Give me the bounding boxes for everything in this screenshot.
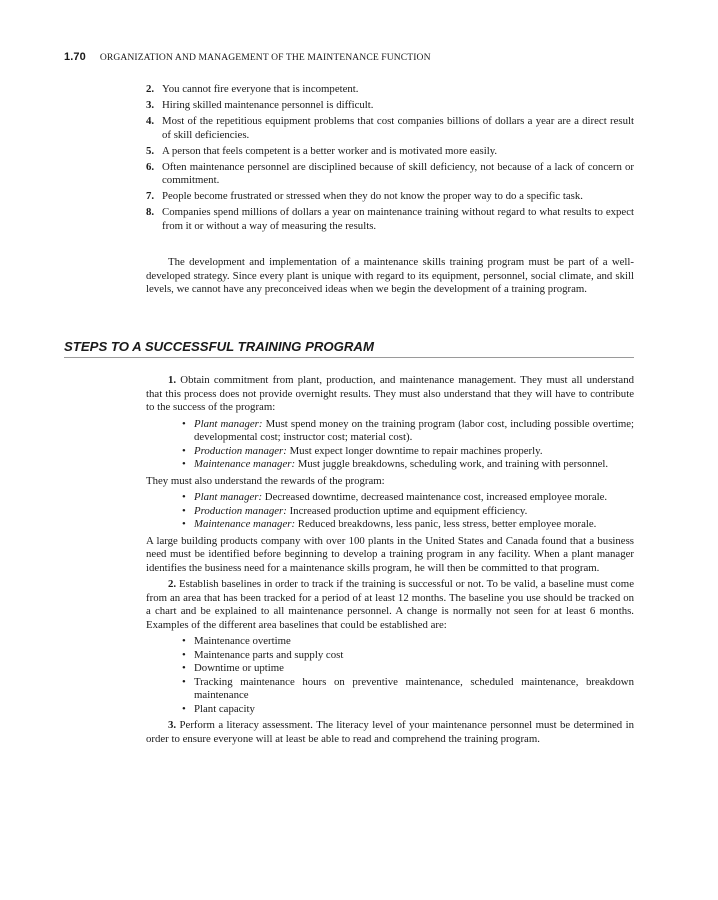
list-item <box>182 662 634 676</box>
list-item-text: You cannot fire everyone that is incompetent. <box>162 83 359 95</box>
list-item-text: Companies spend millions of dollars a year on maintenance training without regard to what results to expect from it or without a way of measuring the results. <box>162 206 634 232</box>
bullet-icon: • <box>182 635 186 647</box>
bullet-icon: • <box>182 648 186 661</box>
list-item <box>182 491 634 505</box>
list-item-number: 6. <box>146 160 155 173</box>
list-item <box>182 505 634 519</box>
list-item-number: 5. <box>146 144 155 157</box>
list-item <box>146 190 634 204</box>
list-item <box>182 635 634 649</box>
list-item-number: 2. <box>146 83 155 95</box>
list-item-number: 3. <box>146 99 155 111</box>
step-number: 3. <box>168 719 177 731</box>
running-title: ORGANIZATION AND MANAGEMENT OF THE MAINTENANCE FUNCTION <box>99 52 431 63</box>
list-item <box>182 518 634 532</box>
list-item-text: Increased production uptime and equipment efficiency. <box>286 504 528 517</box>
list-item-number: 8. <box>146 206 155 218</box>
list-item-text: Tracking maintenance hours on preventive maintenance, scheduled maintenance, breakdown maintenance <box>194 675 634 701</box>
rewards-intro: They must also understand the rewards of the program: <box>146 474 385 487</box>
step-number: 2. <box>168 578 177 590</box>
section-heading: STEPS TO A SUCCESSFUL TRAINING PROGRAM <box>64 339 634 358</box>
step-3 <box>146 719 634 746</box>
role-label: Maintenance manager: <box>194 518 296 530</box>
step-text: Establish baselines in order to track if the training is successful or not. To be valid, a baseline must come from an area that has been tracked for a period of at least 12 months. The baseline you use should be tracked on a chart and be explained to all maintenance personnel. A change is normally not seen for at least 6 months. Examples of the different area baselines that could be established are: <box>146 578 634 631</box>
list-item <box>182 649 634 663</box>
list-item-text: Must spend money on the training program (labor cost, including possible overtime; developmental cost; instructor cost; material cost). <box>194 417 635 443</box>
list-item <box>182 445 634 459</box>
role-label: Maintenance manager: <box>194 458 296 470</box>
role-label: Plant manager: <box>194 491 263 503</box>
role-label: Production manager: <box>194 444 287 457</box>
list-item <box>146 99 634 113</box>
role-label: Plant manager: <box>194 417 263 430</box>
step-number: 1. <box>168 374 177 386</box>
step-text: Obtain commitment from plant, production, and maintenance management. They must all understand that this process does not provide overnight results. They must also understand that they will have to contribute to the success of the program: <box>146 374 634 413</box>
list-item-text: A person that feels competent is a better worker and is motivated more easily. <box>162 144 498 157</box>
list-item-text: Decreased downtime, decreased maintenance cost, increased employee morale. <box>262 491 608 503</box>
list-item <box>146 206 634 233</box>
bullet-icon: • <box>182 662 186 674</box>
list-item-text: Often maintenance personnel are disciplined because of skill deficiency, not because of a lack of concern or commitment. <box>162 160 634 186</box>
step-text: Perform a literacy assessment. The literacy level of your maintenance personnel must be determined in order to ensure everyone will at least be able to read and comprehend the training program. <box>146 719 634 745</box>
contributions-list <box>182 418 634 472</box>
bullet-icon: • <box>182 518 186 530</box>
list-item <box>182 676 634 703</box>
list-item-text: Plant capacity <box>194 702 255 715</box>
list-item <box>146 83 634 97</box>
list-item-text: Maintenance overtime <box>194 635 291 647</box>
bullet-icon: • <box>182 444 186 457</box>
bullet-icon: • <box>182 417 186 430</box>
list-item-text: People become frustrated or stressed when they do not know the proper way to do a specific task. <box>162 190 583 202</box>
list-item-text: Maintenance parts and supply cost <box>194 648 344 661</box>
list-item-text: Reduced breakdowns, less panic, less stress, better employee morale. <box>295 518 597 530</box>
list-item <box>182 703 634 717</box>
page-number: 1.70 <box>64 51 86 63</box>
bullet-icon: • <box>182 702 186 715</box>
list-item-text: Must juggle breakdowns, scheduling work, and training with personnel. <box>295 458 609 470</box>
baselines-list <box>182 635 634 716</box>
list-item <box>146 145 634 159</box>
section-body <box>146 374 634 746</box>
list-item-text: Downtime or uptime <box>194 662 284 674</box>
list-item <box>182 458 634 472</box>
list-item <box>182 418 634 445</box>
reasons-list <box>146 83 634 236</box>
list-item-text: Hiring skilled maintenance personnel is difficult. <box>162 99 374 111</box>
list-item-text: Most of the repetitious equipment problems that cost companies billions of dollars a year are a direct result of skill deficiencies. <box>162 115 634 141</box>
bullet-icon: • <box>182 504 186 517</box>
bullet-icon: • <box>182 491 186 503</box>
step-1 <box>146 374 634 415</box>
intro-block <box>146 256 634 297</box>
list-item-number: 4. <box>146 115 155 127</box>
rewards-list <box>182 491 634 532</box>
role-label: Production manager: <box>194 504 287 517</box>
running-header <box>64 51 431 63</box>
list-item <box>146 115 634 142</box>
company-paragraph: A large building products company with over 100 plants in the United States and Canada found that a business need must be identified before beginning to develop a training program in any facility. When a plant manager identifies the business need for a maintenance skills program, he will then be committed to that program. <box>146 534 634 574</box>
list-item-number: 7. <box>146 190 155 202</box>
list-item <box>146 161 634 188</box>
list-item-text: Must expect longer downtime to repair machines properly. <box>286 444 543 457</box>
bullet-icon: • <box>182 458 186 470</box>
bullet-icon: • <box>182 675 186 688</box>
intro-paragraph: The development and implementation of a maintenance skills training program must be part of a well-developed strategy. Since every plant is unique with regard to its equipment, personnel, social climate, and skill levels, we cannot have any preconceived ideas when we begin the development of a training program. <box>146 256 634 295</box>
step-2 <box>146 578 634 632</box>
